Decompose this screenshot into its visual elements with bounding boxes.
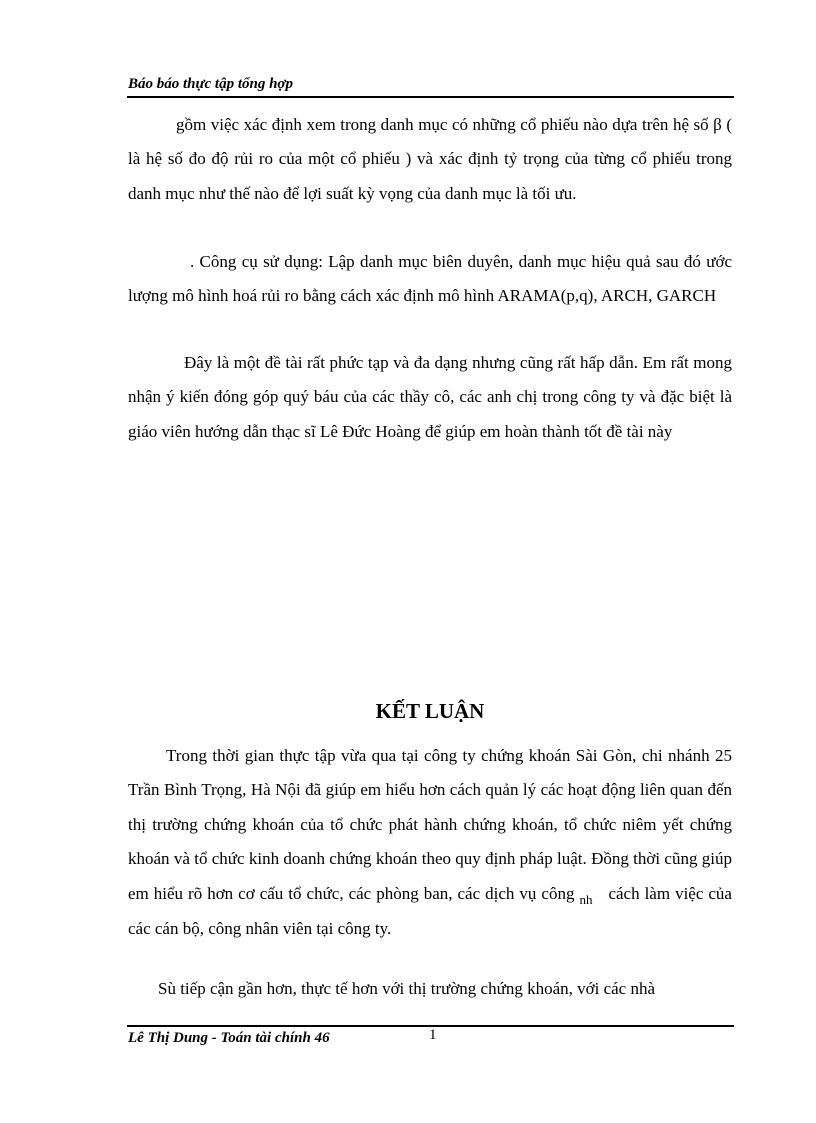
body-paragraph-1: gồm việc xác định xem trong danh mục có những cổ phiếu nào dựa trên hệ số β ( là hệ số đo độ rủi ro của một cổ phiếu ) và xác định tỷ trọng của từng cổ phiếu trong danh mục như thế nào để lợi suất kỳ vọng của danh mục là tối ưu.	[128, 115, 732, 203]
conclusion-text-part-1: Trong thời gian thực tập vừa qua tại công ty chứng khoán Sài Gòn, chi nhánh 25 Trần Bình Trọng, Hà Nội đã giúp em hiểu hơn cách quản lý các hoạt động liên quan đến thị trường chứng khoán của tổ chức phát hành chứng khoán, tổ chức niêm yết chứng khoán và tổ chức kinh doanh chứng khoán theo quy định pháp luật. Đồng thời cũng giúp em hiểu rõ hơn cơ cấu tổ chức, các phòng ban, các dịch vụ công	[128, 746, 732, 903]
footer-author: Lê Thị Dung - Toán tài chính 46	[128, 1030, 330, 1046]
conclusion-text-part-2: cách làm việc của các cán bộ, công nhân viên tại công ty.	[128, 883, 732, 939]
body-paragraph-3: Đây là một đề tài rất phức tạp và đa dạng nhưng cũng rất hấp dẫn. Em rất mong nhận ý kiến đóng góp quý báu của các thầy cô, các anh chị trong công ty và đặc biệt là giáo viên hướng dẫn thạc sĩ Lê Đức Hoàng để giúp em hoàn thành tốt đề tài này	[128, 353, 732, 441]
running-header-title: Báo báo thực tập tổng hợp	[128, 76, 293, 92]
conclusion-heading: KẾT LUẬN	[375, 699, 485, 723]
conclusion-paragraph-2: Sù tiếp cận gần hơn, thực tế hơn với thị trường chứng khoán, với các nhà	[158, 979, 656, 998]
header-divider	[127, 96, 734, 98]
body-paragraph-2: . Công cụ sử dụng: Lập danh mục biên duyên, danh mục hiệu quả sau đó ước lượng mô hình hoá rủi ro bằng cách xác định mô hình ARAMA(p,q), ARCH, GARCH	[128, 252, 732, 306]
page-number: 1	[429, 1027, 437, 1043]
conclusion-paragraph-1	[128, 739, 732, 946]
conclusion-text-fragment: nh	[579, 891, 593, 907]
